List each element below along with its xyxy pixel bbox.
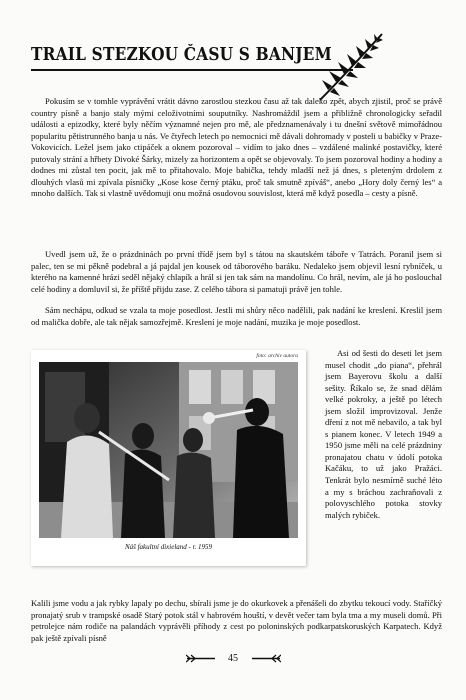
left-ornament-icon bbox=[186, 654, 216, 663]
dixieland-band-photo bbox=[39, 362, 298, 538]
fern-ornament-icon bbox=[316, 30, 386, 104]
paragraph-cabin: Kalili jsme vodu a jak rybky lapaly po dechu, sbírali jsme je do okurkovek a přenášeli do zbytku tekoucí vody. Staříčký pronajatý srub v trampské osadě Starý potok stál v habrovém houští, v devět večer tam byla tma a my museli domů. Při petrolejce nám rodiče na palandách vyprávěli příhody z cest po poloninských podkarpatskoruských Karpatech. Když pak ještě zpívali písně bbox=[31, 598, 442, 643]
page-footer bbox=[0, 653, 466, 664]
paragraph-tatras-camp: Uvedl jsem už, že o prázdninách po první třídě jsem byl s tátou na skautském táboře v Tatrách. Poranil jsem si palec, ten se mi pěkně podebral a já pajdal jen kousek od táborového baráku. Nedaleko jsem objevil lesní rybníček, u kterého na kamenné hrázi seděl nějaký chlapík a hrál si jen tak sám na mandolínu. Co hrál, nevím, ale já ho poslouchal celé hodiny a domluvil si, že příště přijdu zase. Z celého tábora si pamatuji právě jen tohle. bbox=[31, 249, 442, 294]
page-title: TRAIL STEZKOU ČASU S BANJEM bbox=[31, 45, 332, 65]
paragraph-intro: Pokusím se v tomhle vyprávění vrátit dávno zarostlou stezkou času až tak daleko zpět, abych zjistil, proč se právě country písně a banjo staly mými celoživotními souputníky. Nashromáždil jsem a přibližně chronologicky seřadil události a epizodky, které byly něčím významné nejen pro mě, ale předznamenávaly i tu dnešní světově mimořádnou popularitu pětistrunného banja u nás. Ve čtyřech letech po nemocnici mě dávali dohromady v posteli u babičky v Praze-Vokovicích. Ležel jsem jako ctipáček a oknem pozoroval – vidím to jako dnes – vzdálené malinké postavičky, které putovaly strání a hřbety Divoké Šárky, mizely za horizontem a opět se objevovaly. To jsem pozoroval hodiny a hodiny a dodnes mi zůstal ten pocit, jak mě to přitahovalo. Moje babička, tehdy mladší než já dnes, s pleteným drdolem z dlouhých vlasů mi zpívala písničky „Kose kose černý ptáku, proč tak smutně zpíváš“, anebo „Hory doly černý les“ a mnoho dalších. Tak si vlastně uvědomuji onu možná osudovou souvislost, která mě když posedla – cesty a písně. bbox=[31, 96, 442, 199]
photo-caption: Náš fakultní dixieland - r. 1959 bbox=[124, 543, 213, 551]
photo-figure bbox=[31, 350, 306, 566]
paragraph-obsession: Sám nechápu, odkud se vzala ta moje posedlost. Jestli mi shůry něco nadělili, pak nadání ke kreslení. Kreslil jsem od malička dobře, ale tak nějak samozřejmě. Kreslení je moje nadání, muzika je moje posedlost. bbox=[31, 305, 442, 327]
page-number: 45 bbox=[228, 653, 238, 665]
right-ornament-icon bbox=[251, 654, 281, 663]
photo-credit: foto: archiv autora bbox=[256, 353, 298, 359]
title-underline bbox=[31, 69, 353, 71]
paragraph-piano: Asi od šesti do deseti let jsem musel chodit „do piana“, přehrál jsem Bayerovu školu a další sešity. Říkalo se, že snad dělám velké pokroky, a ještě po létech jsem složil improvizoval. Jenže dření z not mě nebavilo, a tak byl s pianem konec. V letech 1949 a 1950 jsme měli na celé prázdniny pronajatou chatu v údolí potoka Kačáku, to už jako Pražáci. Tenkrát bylo nesmírně suché léto a my s bráchou zachraňovali z polovyschlého potoka stovky malých rybiček. bbox=[325, 348, 442, 520]
